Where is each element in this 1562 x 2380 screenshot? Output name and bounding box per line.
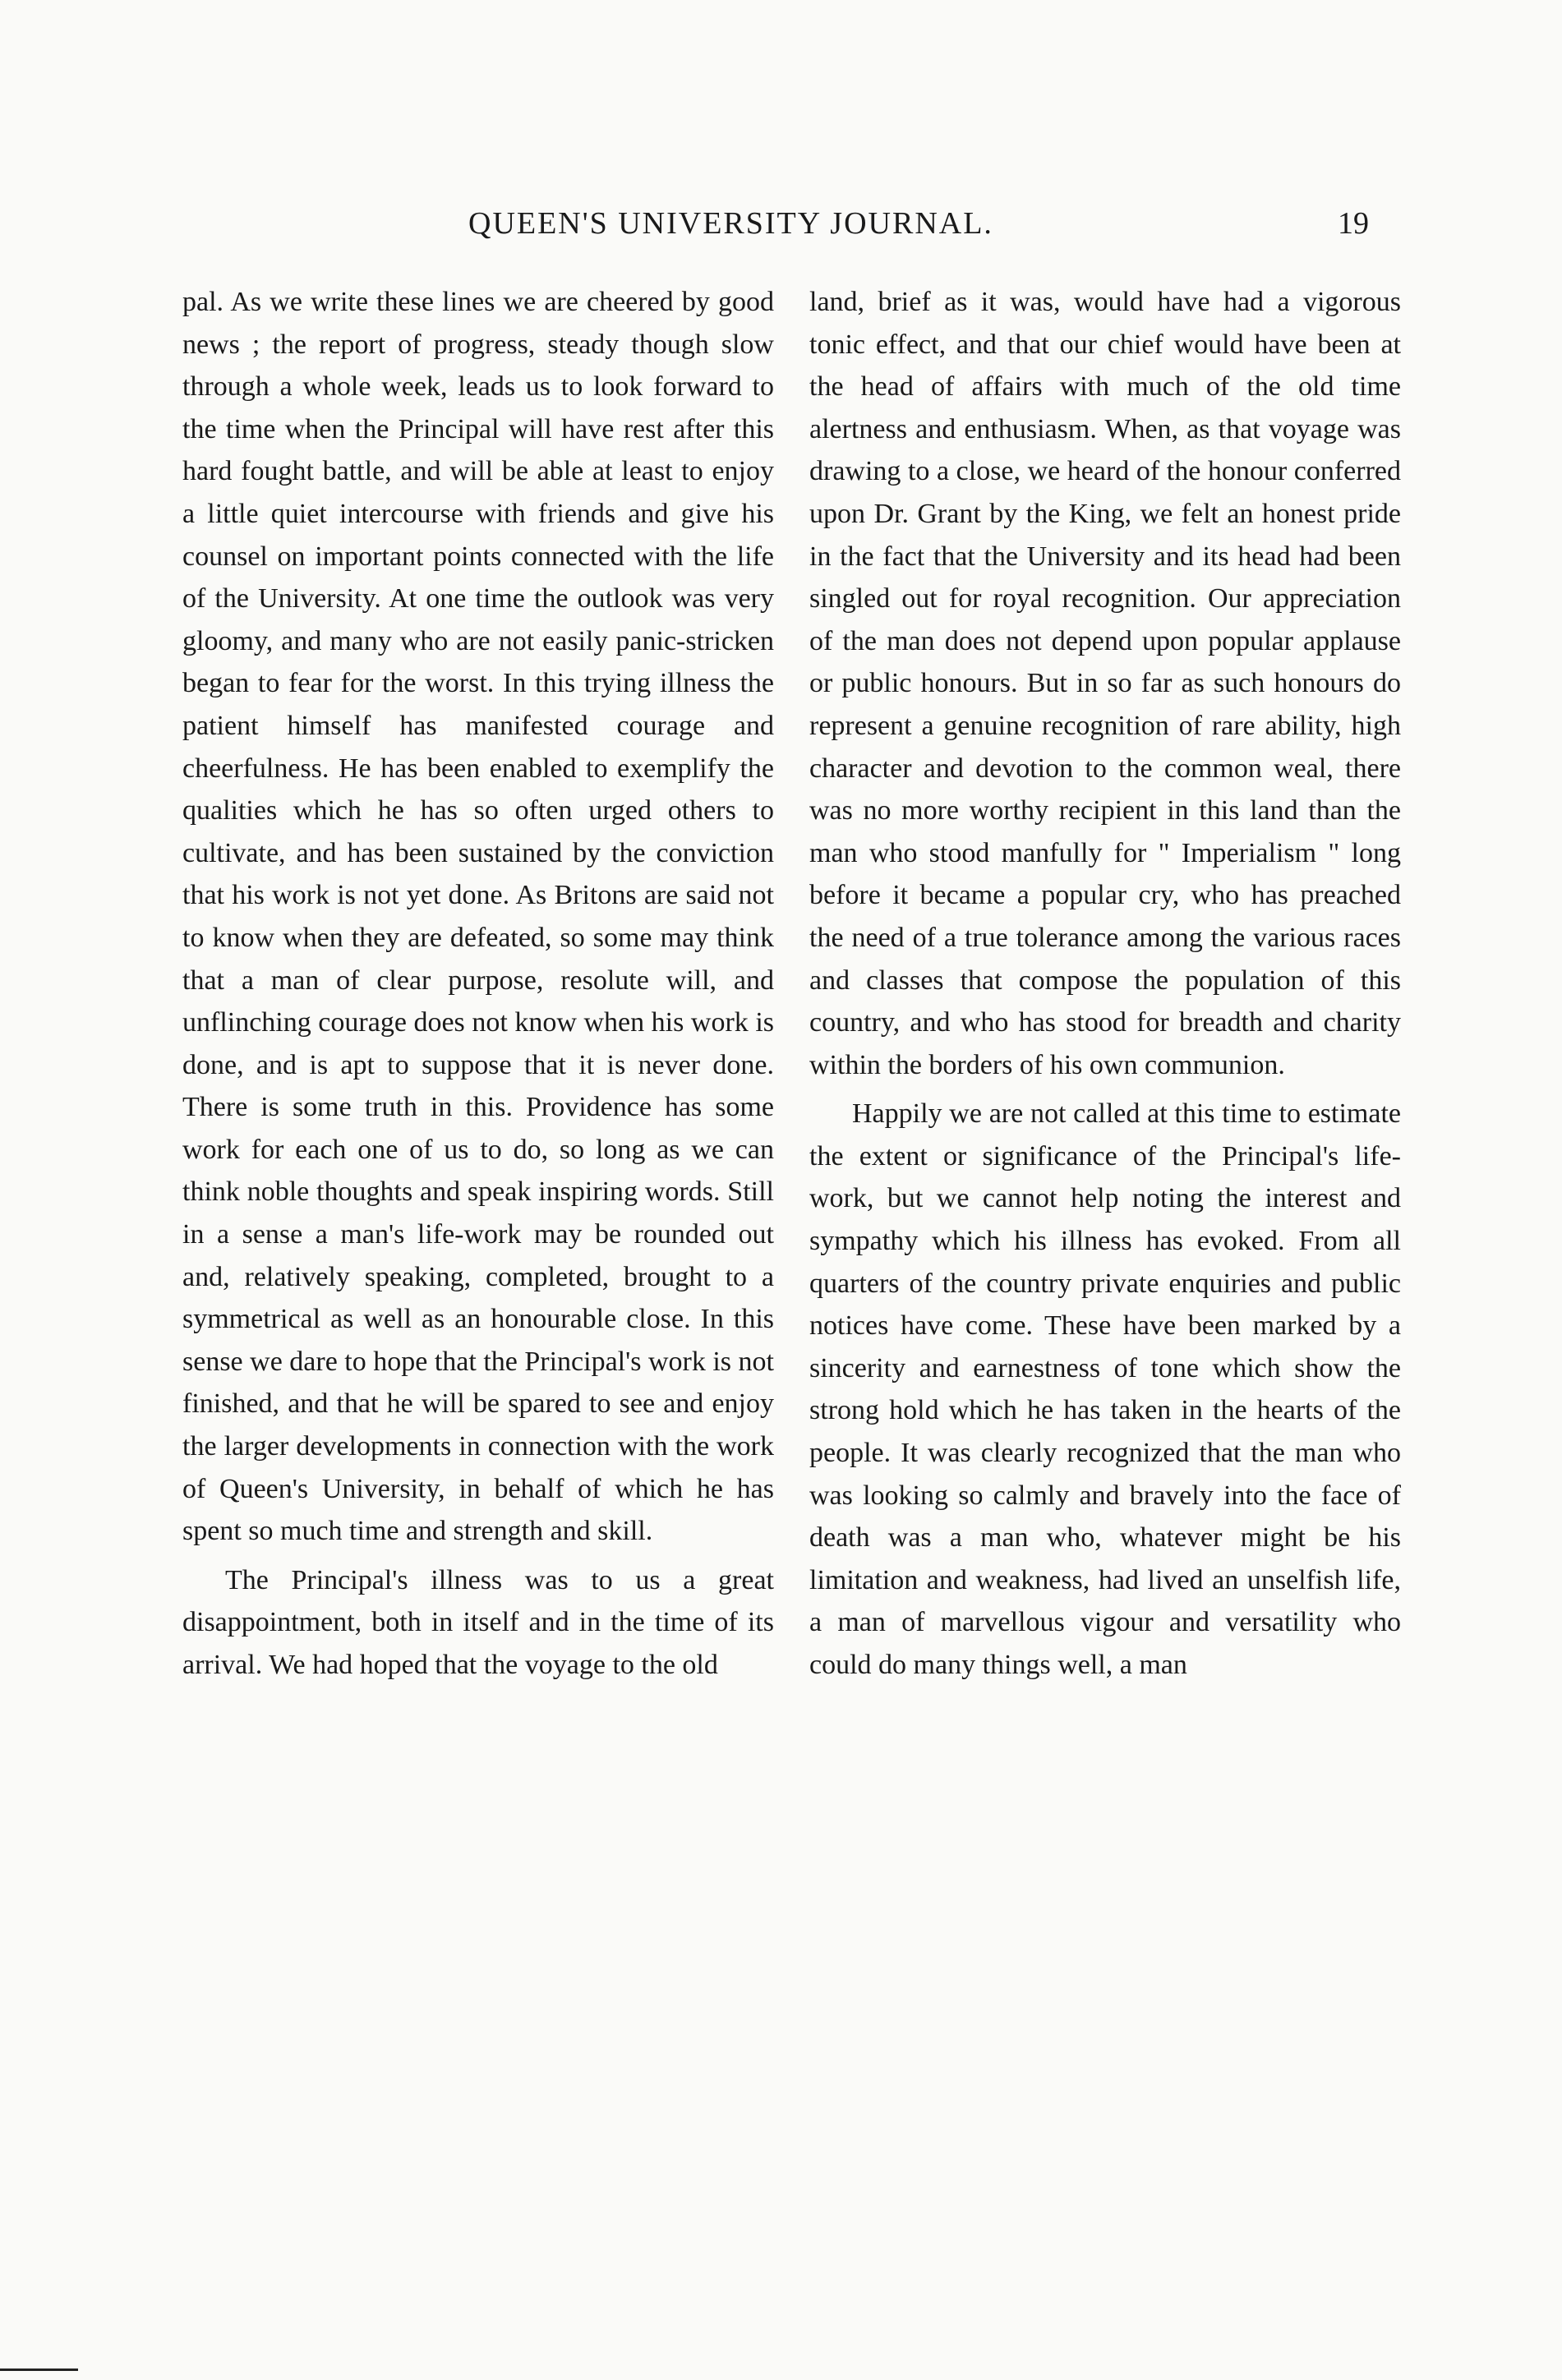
right-paragraph-2: Happily we are not called at this time to estimate the extent or significance of the Principal's life-work, but we cannot help noting the interest and sympathy which his illness has evoked. From all quarters of the country private enquiries and public notices have come. These have been marked by a sincerity and earnestness of tone which show the strong hold which he has taken in the hearts of the people. It was clearly recognized that the man who was looking so calmly and bravely into the face of death was a man who, whatever might be his limitation and weakness, had lived an unselfish life, a man of marvellous vigour and versatility who could do many things well, a man — [809, 1098, 1401, 1680]
right-column — [809, 281, 1401, 1687]
running-title: QUEEN'S UNIVERSITY JOURNAL. — [468, 206, 993, 241]
left-column — [182, 281, 774, 1687]
left-paragraph-1: pal. As we write these lines we are cheered by good news ; the report of progress, steady though slow through a whole week, leads us to look forward to the time when the Principal will have rest after this hard fought battle, and will be able at least to enjoy a little quiet intercourse with friends and give his counsel on important points connected with the life of the University. At one time the outlook was very gloomy, and many who are not easily panic-stricken began to fear for the worst. In this trying illness the patient himself has manifested courage and cheerfulness. He has been enabled to exemplify the qualities which he has so often urged others to cultivate, and has been sustained by the conviction that his work is not yet done. As Britons are said not to know when they are defeated, so some may think that a man of clear purpose, resolute will, and unflinching courage does not know when his work is done, and is apt to suppose that it is never done. There is some truth in this. Providence has some work for each one of us to do, so long as we can think noble thoughts and speak inspiring words. Still in a sense a man's life-work may be rounded out and, relatively speaking, completed, brought to a symmetrical as well as an honourable close. In this sense we dare to hope that the Principal's work is not finished, and that he will be spared to see and enjoy the larger developments in connection with the work of Queen's University, in behalf of which he has spent so much time and strength and skill. — [182, 287, 774, 1547]
margin-rule — [0, 2368, 78, 2371]
right-paragraph-1: land, brief as it was, would have had a vigorous tonic effect, and that our chief would have been at the head of affairs with much of the old time alertness and enthusiasm. When, as that voyage was drawing to a close, we heard of the honour conferred upon Dr. Grant by the King, we felt an honest pride in the fact that the University and its head had been singled out for royal recognition. Our appreciation of the man does not depend upon popular applause or public honours. But in so far as such honours do represent a genuine recognition of rare ability, high character and devotion to the common weal, there was no more worthy recipient in this land than the man who stood manfully for " Imperialism " long before it became a popular cry, who has preached the need of a true tolerance among the various races and classes that compose the population of this country, and who has stood for breadth and charity within the borders of his own communion. — [809, 287, 1401, 1080]
page-header — [0, 205, 1562, 255]
left-paragraph-2: The Principal's illness was to us a great disappointment, both in itself and in the time of its arrival. We had hoped that the voyage to the old — [182, 1564, 774, 1680]
page-number: 19 — [1338, 206, 1369, 241]
